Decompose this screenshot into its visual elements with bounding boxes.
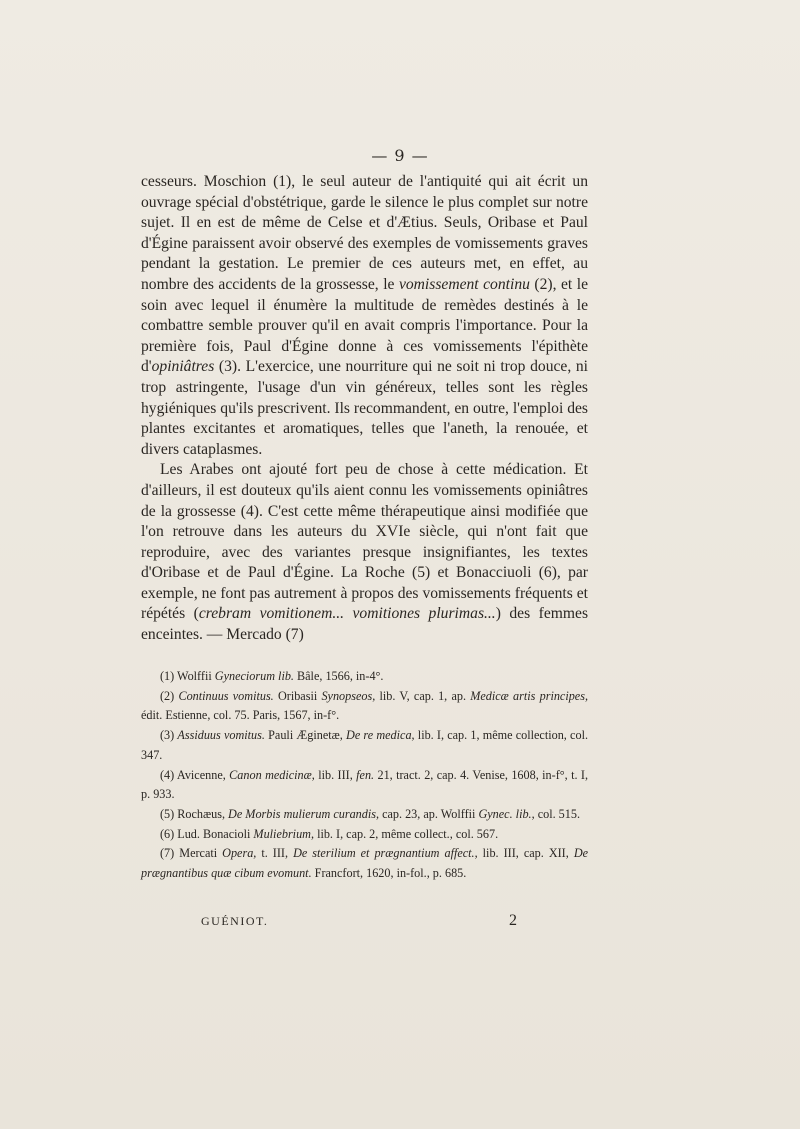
text-run: t. III, [256, 846, 294, 861]
italic-text: Continuus vomitus. [178, 688, 274, 703]
text-run: lib. I, cap. 2, même collect., col. 567. [314, 826, 499, 841]
italic-text: De Morbis mulierum curandis, [228, 806, 380, 821]
signature-author: GUÉNIOT. [201, 914, 269, 928]
italic-text: Gynec. lib., [478, 806, 535, 821]
text-run: cap. 23, ap. Wolffii [379, 806, 479, 821]
italic-text: De sterilium et prægnantium affect., [293, 846, 478, 861]
signature-sheet-number: 2 [509, 912, 517, 929]
text-run: (3) [160, 728, 178, 743]
text-run: lib. V, cap. 1, ap. [375, 688, 471, 703]
text-run: (5) Rochæus, [160, 806, 229, 821]
text-run: Oribasii [273, 688, 322, 703]
italic-text: Synopseos, [321, 688, 376, 703]
italic-text: crebram vomitionem... vomitiones plurimas... [198, 605, 496, 623]
text-run: (2), et le soin avec lequel il énumère la multitude de remèdes destinés à le combattre semble prouver qu'il en avait compris l'importance. Pour la première fois, Paul d'Égine donne à ces vomissements l'épithète d' [141, 275, 589, 376]
footnotes [141, 667, 588, 884]
footnote-3 [141, 726, 588, 765]
footnote-4 [141, 766, 588, 805]
italic-text: Medicæ artis principes, [470, 688, 589, 703]
italic-text: opiniâtres [151, 358, 215, 376]
italic-text: fen. [356, 767, 375, 782]
footnote-6 [141, 825, 588, 845]
text-run: (2) [160, 688, 179, 703]
text-run: (6) Lud. Bonacioli [160, 826, 254, 841]
text-run: (7) Mercati [160, 846, 223, 861]
footnote-7 [141, 844, 588, 883]
text-run: ) des femmes enceintes. — Mercado (7) [141, 605, 589, 644]
text-run: lib. I, cap. 1, même collection, col. 347. [141, 728, 588, 762]
italic-text: Opera, [222, 846, 257, 861]
text-run: col. 515. [534, 806, 581, 821]
italic-text: Gyneciorum lib. [214, 669, 294, 683]
text-run: (4) Avicenne, [160, 767, 230, 782]
text-run: 21, tract. 2, cap. 4. Venise, 1608, in-f°, t. I, p. 933. [141, 767, 588, 802]
text-run: Bâle, 1566, in-4°. [293, 669, 384, 683]
text-run: lib. III, cap. XII, [477, 846, 574, 861]
text-run: Les Arabes ont ajouté fort peu de chose à cette médication. Et d'ailleurs, il est douteux qu'ils aient connu les vomissements opiniâtres de la grossesse (4). C'est cette même thérapeutique ainsi modifiée que l'on retrouve dans les auteurs du XVIe siècle, qui n'ont fait que reproduire, avec des variantes presque insignifiantes, les textes d'Oribase et de Paul d'Égine. La Roche (5) et Bonacciuoli (6), par exemple, ne font pas autrement à propos des vomissements fréquents et répétés ( [141, 461, 588, 623]
footnote-2 [141, 687, 588, 726]
footnote-5 [141, 805, 588, 825]
italic-text: Assiduus vomitus. [177, 728, 265, 743]
italic-text: vomissement continu [398, 275, 530, 293]
text-run: Pauli Æginetæ, [264, 728, 347, 743]
footnote-1 [141, 667, 588, 687]
text-run: cesseurs. Moschion (1), le seul auteur de l'antiquité qui ait écrit un ouvrage spécial d'obstétrique, garde le silence le plus complet sur notre sujet. Il en est de même de Celse et d'Ætius. Seuls, Oribase et Paul d'Égine paraissent avoir observé des exemples de vomissements graves pendant la gestation. Le premier de ces auteurs met, en effet, au nombre des accidents de la grossesse, le [141, 173, 588, 293]
text-run: édit. Estienne, col. 75. Paris, 1567, in-f°. [141, 708, 340, 723]
italic-text: De re medica, [346, 728, 415, 743]
paragraph-2 [141, 460, 588, 645]
italic-text: Muliebrium, [253, 826, 315, 841]
main-text [141, 172, 588, 646]
text-run: (1) Wolffii [160, 669, 215, 683]
italic-text: Canon medicinæ, [229, 767, 315, 782]
text-run: lib. III, [314, 767, 357, 782]
paragraph-1 [141, 172, 588, 460]
text-run: (3). L'exercice, une nourriture qui ne soit ni trop douce, ni trop astringente, l'usage d'un vin généreux, telles sont les règles hygiéniques qu'ils prescrivent. Ils recommandent, en outre, l'emploi des plantes excitantes et aromatiques, telles que l'aneth, la renouée, et divers cataplasmes. [141, 358, 588, 458]
italic-text: De prægnantibus quæ cibum evomunt. [141, 846, 589, 881]
page-number: — 9 — [371, 146, 429, 165]
text-run: Francfort, 1620, in-fol., p. 685. [311, 866, 467, 881]
